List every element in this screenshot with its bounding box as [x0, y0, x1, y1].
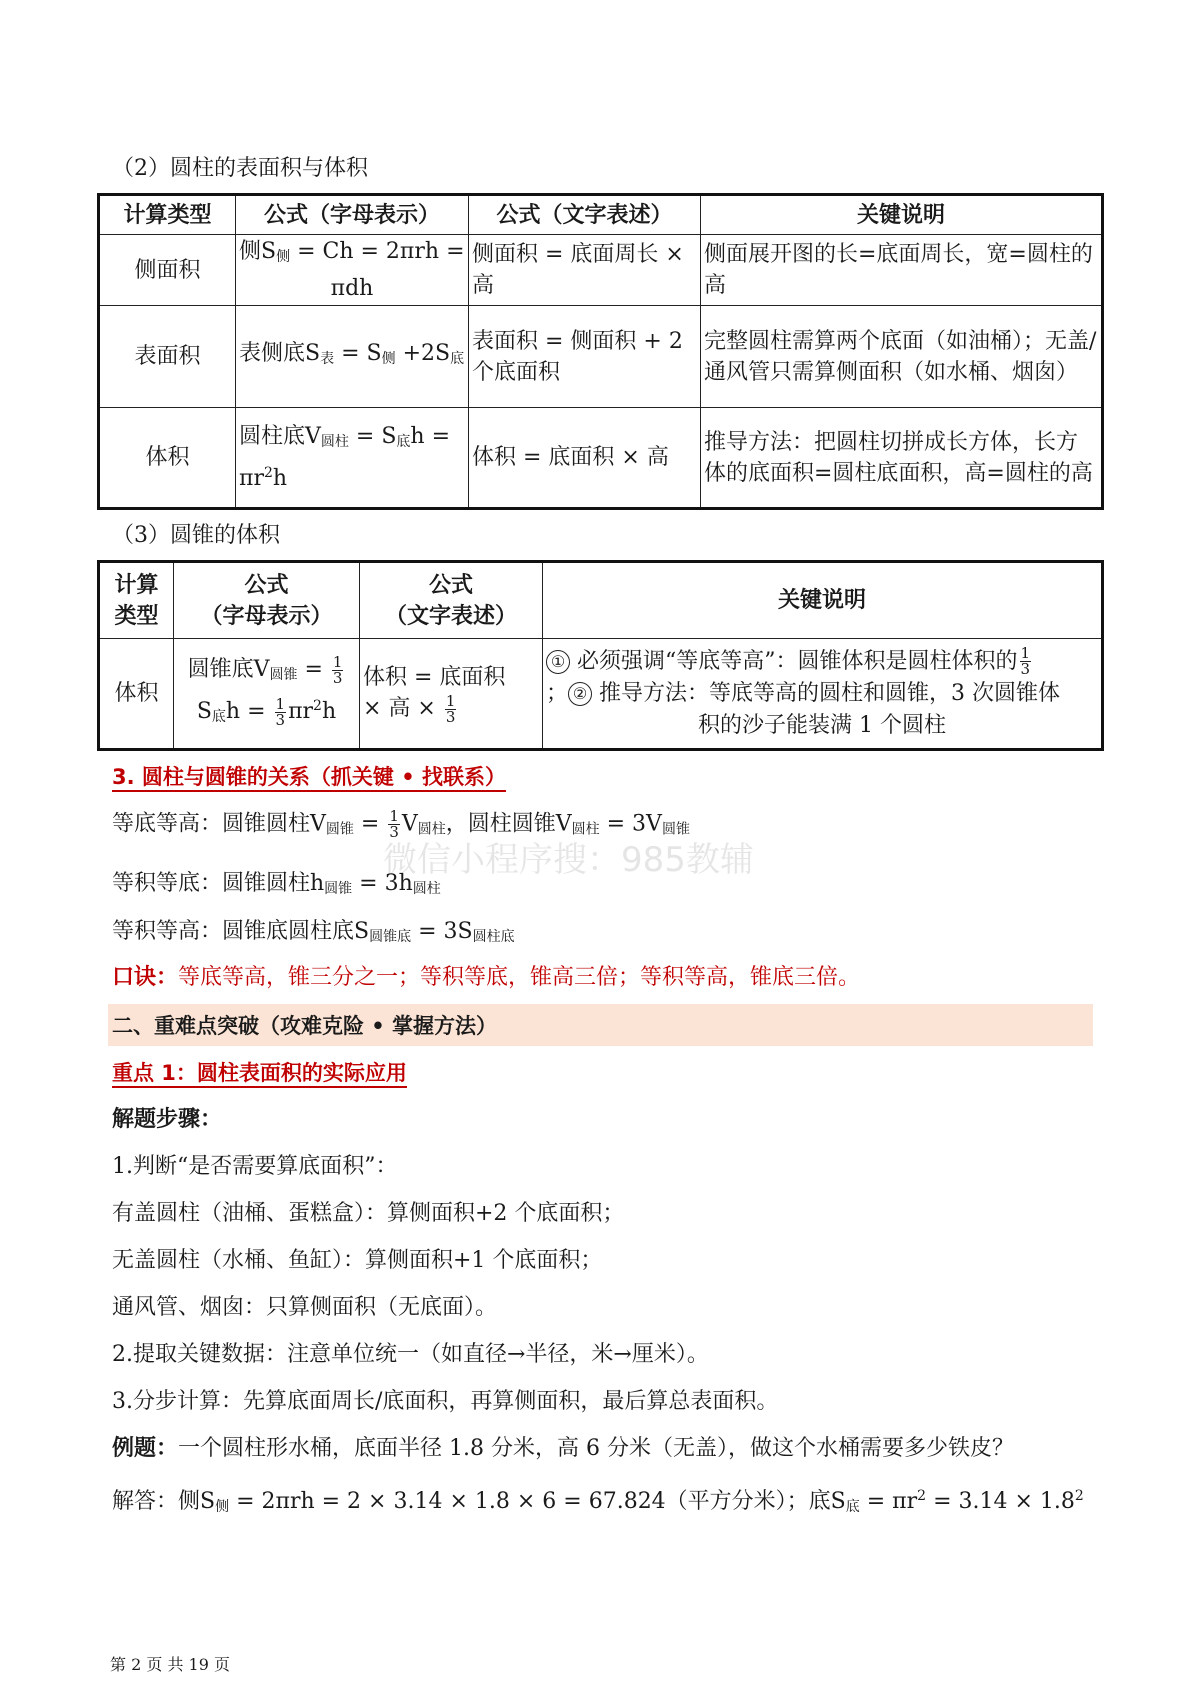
row-type: 表面积 — [99, 306, 236, 408]
header-calc-type: 计算类型 — [99, 195, 236, 235]
header-formula-letters: 公式 （字母表示） — [174, 562, 360, 639]
header-calc-type: 计算 类型 — [99, 562, 174, 639]
table-header-row — [99, 195, 1103, 235]
watermark-text: 微信小程序搜：985教辅 — [383, 840, 754, 880]
section-band — [108, 1004, 1093, 1046]
steps-label: 解题步骤： — [112, 1107, 223, 1132]
key-point-heading: 重点 1：圆柱表面积的实际应用 — [112, 1058, 407, 1089]
row-note: 完整圆柱需算两个底面（如油桶）；无盖/通风管只需算侧面积（如水桶、烟囱） — [701, 306, 1103, 408]
header-formula-letters: 公式（字母表示） — [236, 195, 469, 235]
row-type: 体积 — [99, 639, 174, 750]
mnemonic-line: 口诀：等底等高，锥三分之一；等积等底，锥高三倍；等积等高，锥底三倍。 — [112, 965, 861, 990]
step-1a: 有盖圆柱（油桶、蛋糕盒）：算侧面积+2 个底面积； — [112, 1201, 625, 1226]
cone-table — [97, 560, 1104, 751]
header-formula-words: 公式 （文字表述） — [360, 562, 543, 639]
row-words: 体积 = 底面积 × 高 — [469, 408, 701, 509]
header-key-notes: 关键说明 — [543, 562, 1103, 639]
step-3: 3.分步计算：先算底面周长/底面积，再算侧面积，最后算总表面积。 — [112, 1389, 779, 1414]
row-words: 表面积 = 侧面积 + 2 个底面积 — [469, 306, 701, 408]
row-formula: 表侧底$S_表 = S_侧 +2S_底$ — [236, 306, 469, 408]
step-1: 1.判断“是否需要算底面积”： — [112, 1154, 398, 1179]
relation-line-2: 等积等底：圆锥圆柱$h_{圆锥} = 3h_{圆柱}$ — [112, 871, 441, 897]
section-band-title: 二、重难点突破（攻难克险 • 掌握方法） — [112, 1014, 498, 1038]
row-words: 体积 = 底面积 × 高 × $\frac{1}{3}$ — [360, 639, 543, 750]
row-words: 侧面积 = 底面周长 × 高 — [469, 235, 701, 306]
row-note: 推导方法：把圆柱切拼成长方体，长方体的底面积=圆柱底面积，高=圆柱的高 — [701, 408, 1103, 509]
fraction-one-third: $\frac{1}{3}$ — [389, 807, 399, 841]
row-formula: 侧$S_侧 = Ch = 2\pi rh$ = πdh — [236, 235, 469, 306]
header-formula-words: 公式（文字表述） — [469, 195, 701, 235]
table-header-row — [99, 562, 1103, 639]
relation-line-3: 等积等高：圆锥底圆柱底$S_{圆锥底} = 3S_{圆柱底}$ — [112, 919, 515, 945]
step-1c: 通风管、烟囱：只算侧面积（无底面）。 — [112, 1295, 498, 1320]
circled-number-1: ① — [546, 650, 570, 674]
fraction-one-third: $\frac{1}{3}$ — [332, 652, 343, 687]
circled-number-2: ② — [568, 682, 592, 706]
table-row — [99, 639, 1103, 750]
relation-line-1: 等底等高：圆锥圆柱$V_{圆锥}$ = $\frac{1}{3}$ $V_{圆柱}$，圆柱圆锥$V_{圆柱} = 3V_{圆锥}$ — [112, 807, 690, 841]
cylinder-table — [97, 193, 1104, 510]
row-formula: 圆柱底$V_{圆柱} = S_底h$ = $\pi r^2h$ — [236, 408, 469, 509]
fraction-one-third: $\frac{1}{3}$ — [275, 694, 286, 729]
example-answer: 解答：侧$S_侧 = 2\pi rh = 2 \times 3.14 \times 1.8 \times 6 = 67.824$（平方分米）；底$S_底 = \pi r^2 = 3.14 \times 1.8^2$ — [112, 1488, 1084, 1515]
relation-heading: 3. 圆柱与圆锥的关系（抓关键 • 找联系） — [112, 762, 506, 793]
table-row — [99, 235, 1103, 306]
section3-caption: （3）圆锥的体积 — [112, 523, 280, 548]
row-note: ① 必须强调“等底等高”：圆锥体积是圆柱体积的 $\frac{1}{3}$ ； ② 推导方法：等底等高的圆柱和圆锥，3 次圆锥体 积的沙子能装满 1 个圆柱 — [543, 639, 1103, 750]
page-footer: 第 2 页 共 19 页 — [110, 1655, 230, 1674]
section2-caption: （2）圆柱的表面积与体积 — [112, 156, 368, 181]
row-note: 侧面展开图的长=底面周长，宽=圆柱的高 — [701, 235, 1103, 306]
table-row — [99, 408, 1103, 509]
step-2: 2.提取关键数据：注意单位统一（如直径→半径，米→厘米）。 — [112, 1342, 709, 1367]
example-problem: 例题：一个圆柱形水桶，底面半径 1.8 分米，高 6 分米（无盖），做这个水桶需要多少铁皮？ — [112, 1436, 1014, 1461]
fraction-one-third: $\frac{1}{3}$ — [1020, 644, 1031, 678]
step-1b: 无盖圆柱（水桶、鱼缸）：算侧面积+1 个底面积； — [112, 1248, 603, 1273]
header-key-notes: 关键说明 — [701, 195, 1103, 235]
table-row — [99, 306, 1103, 408]
fraction-one-third: $\frac{1}{3}$ — [445, 691, 456, 726]
row-type: 侧面积 — [99, 235, 236, 306]
row-formula: 圆锥底$V_{圆锥}$ = $\frac{1}{3}$ $S_底h$ = $\frac{1}{3}$ $\pi r^2h$ — [174, 639, 360, 750]
row-type: 体积 — [99, 408, 236, 509]
